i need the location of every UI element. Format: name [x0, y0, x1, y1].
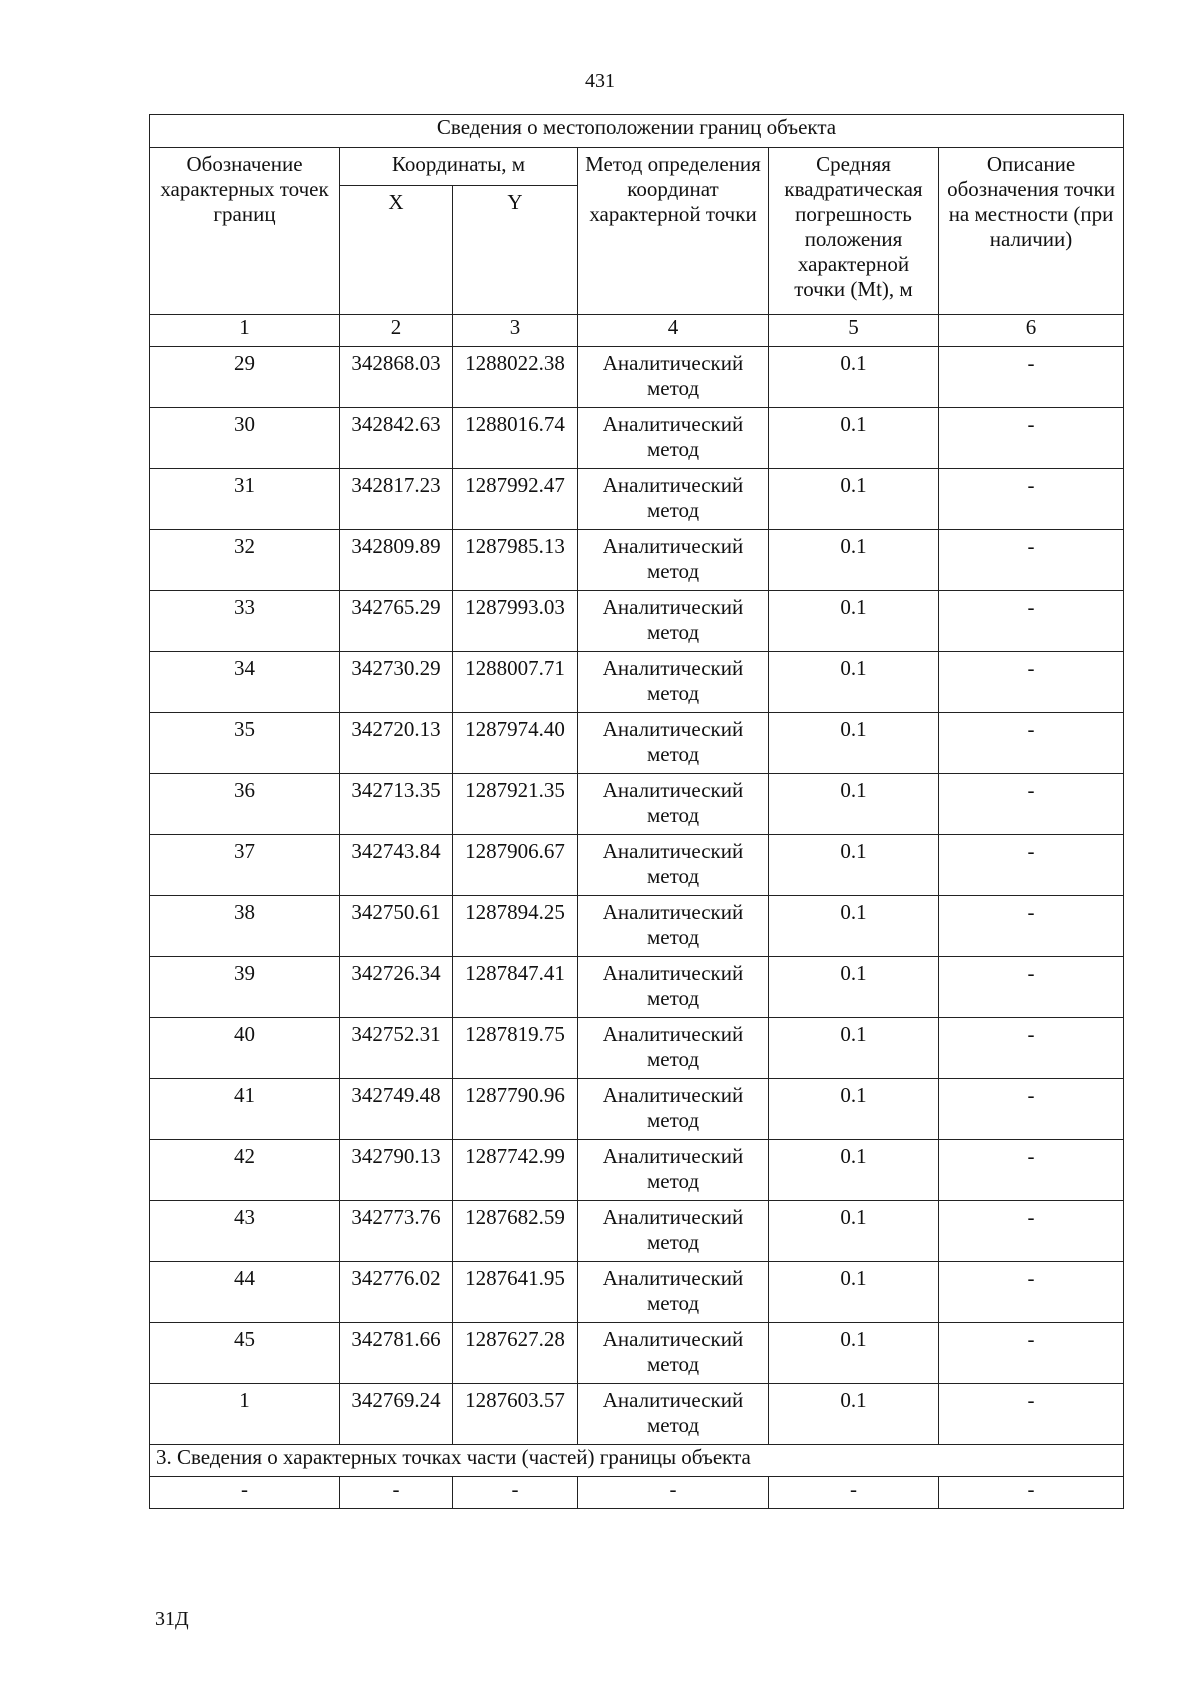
- coordinate-y-cell: 1287992.47: [453, 469, 578, 530]
- header-description: Описание обозначения точки на местности (при наличии): [939, 148, 1124, 315]
- section-3-data-row: [150, 1477, 1124, 1509]
- coordinate-x-cell: 342868.03: [340, 347, 453, 408]
- point-number-cell: 43: [150, 1201, 340, 1262]
- table-row: [150, 713, 1124, 774]
- table-cell: -: [939, 1477, 1124, 1509]
- description-cell: -: [939, 713, 1124, 774]
- table-row: [150, 1262, 1124, 1323]
- table-row: [150, 591, 1124, 652]
- table-title: Сведения о местоположении границ объекта: [150, 115, 1124, 148]
- coordinate-y-cell: 1288007.71: [453, 652, 578, 713]
- header-method: Метод определения координат характерной точки: [578, 148, 769, 315]
- header-y: Y: [453, 186, 578, 315]
- coordinate-y-cell: 1287790.96: [453, 1079, 578, 1140]
- point-number-cell: 36: [150, 774, 340, 835]
- coordinate-y-cell: 1287985.13: [453, 530, 578, 591]
- description-cell: -: [939, 896, 1124, 957]
- method-cell: Аналитический метод: [578, 1323, 769, 1384]
- header-x: X: [340, 186, 453, 315]
- description-cell: -: [939, 1384, 1124, 1445]
- accuracy-cell: 0.1: [769, 896, 939, 957]
- table-row: [150, 835, 1124, 896]
- table-row: [150, 1384, 1124, 1445]
- description-cell: -: [939, 591, 1124, 652]
- coordinate-y-cell: 1287921.35: [453, 774, 578, 835]
- column-number: 3: [453, 315, 578, 347]
- accuracy-cell: 0.1: [769, 1323, 939, 1384]
- method-cell: Аналитический метод: [578, 1140, 769, 1201]
- column-number: 1: [150, 315, 340, 347]
- table-cell: -: [340, 1477, 453, 1509]
- coordinate-x-cell: 342781.66: [340, 1323, 453, 1384]
- column-number-row: [150, 315, 1124, 347]
- accuracy-cell: 0.1: [769, 713, 939, 774]
- coordinate-y-cell: 1287627.28: [453, 1323, 578, 1384]
- boundary-points-table: [149, 114, 1124, 1509]
- method-cell: Аналитический метод: [578, 408, 769, 469]
- method-cell: Аналитический метод: [578, 1201, 769, 1262]
- description-cell: -: [939, 774, 1124, 835]
- section-3-title: 3. Сведения о характерных точках части (частей) границы объекта: [150, 1445, 1124, 1477]
- point-number-cell: 38: [150, 896, 340, 957]
- point-number-cell: 42: [150, 1140, 340, 1201]
- coordinate-x-cell: 342769.24: [340, 1384, 453, 1445]
- coordinate-x-cell: 342752.31: [340, 1018, 453, 1079]
- coordinate-x-cell: 342749.48: [340, 1079, 453, 1140]
- method-cell: Аналитический метод: [578, 713, 769, 774]
- method-cell: Аналитический метод: [578, 957, 769, 1018]
- method-cell: Аналитический метод: [578, 1262, 769, 1323]
- coordinate-x-cell: 342743.84: [340, 835, 453, 896]
- header-accuracy: Средняя квадратическая погрешность положения характерной точки (Mt), м: [769, 148, 939, 315]
- coordinate-x-cell: 342730.29: [340, 652, 453, 713]
- header-row-1: [150, 148, 1124, 186]
- table-row: [150, 469, 1124, 530]
- coordinate-y-cell: 1288016.74: [453, 408, 578, 469]
- description-cell: -: [939, 957, 1124, 1018]
- description-cell: -: [939, 835, 1124, 896]
- accuracy-cell: 0.1: [769, 1262, 939, 1323]
- method-cell: Аналитический метод: [578, 1018, 769, 1079]
- table-row: [150, 1323, 1124, 1384]
- table-row: [150, 1079, 1124, 1140]
- coordinate-y-cell: 1287682.59: [453, 1201, 578, 1262]
- coordinate-x-cell: 342842.63: [340, 408, 453, 469]
- method-cell: Аналитический метод: [578, 774, 769, 835]
- table-cell: -: [150, 1477, 340, 1509]
- point-number-cell: 45: [150, 1323, 340, 1384]
- point-number-cell: 33: [150, 591, 340, 652]
- coordinate-y-cell: 1287974.40: [453, 713, 578, 774]
- table-row: [150, 896, 1124, 957]
- point-number-cell: 35: [150, 713, 340, 774]
- accuracy-cell: 0.1: [769, 1018, 939, 1079]
- description-cell: -: [939, 1140, 1124, 1201]
- coordinate-y-cell: 1287906.67: [453, 835, 578, 896]
- point-number-cell: 40: [150, 1018, 340, 1079]
- table-row: [150, 652, 1124, 713]
- description-cell: -: [939, 1018, 1124, 1079]
- point-number-cell: 1: [150, 1384, 340, 1445]
- table-cell: -: [578, 1477, 769, 1509]
- header-coordinates: Координаты, м: [340, 148, 578, 186]
- coordinate-x-cell: 342713.35: [340, 774, 453, 835]
- coordinate-y-cell: 1288022.38: [453, 347, 578, 408]
- coordinate-x-cell: 342720.13: [340, 713, 453, 774]
- method-cell: Аналитический метод: [578, 835, 769, 896]
- section-3-row: [150, 1445, 1124, 1477]
- accuracy-cell: 0.1: [769, 1079, 939, 1140]
- coordinate-x-cell: 342726.34: [340, 957, 453, 1018]
- accuracy-cell: 0.1: [769, 591, 939, 652]
- page-number: 431: [585, 70, 615, 92]
- accuracy-cell: 0.1: [769, 957, 939, 1018]
- coordinate-x-cell: 342809.89: [340, 530, 453, 591]
- accuracy-cell: 0.1: [769, 1201, 939, 1262]
- description-cell: -: [939, 1323, 1124, 1384]
- table-row: [150, 1140, 1124, 1201]
- point-number-cell: 29: [150, 347, 340, 408]
- table-cell: -: [453, 1477, 578, 1509]
- description-cell: -: [939, 530, 1124, 591]
- column-number: 2: [340, 315, 453, 347]
- description-cell: -: [939, 1079, 1124, 1140]
- header-designation: Обозначение характерных точек границ: [150, 148, 340, 315]
- description-cell: -: [939, 469, 1124, 530]
- point-number-cell: 32: [150, 530, 340, 591]
- point-number-cell: 31: [150, 469, 340, 530]
- method-cell: Аналитический метод: [578, 652, 769, 713]
- column-number: 4: [578, 315, 769, 347]
- method-cell: Аналитический метод: [578, 1079, 769, 1140]
- point-number-cell: 41: [150, 1079, 340, 1140]
- point-number-cell: 44: [150, 1262, 340, 1323]
- method-cell: Аналитический метод: [578, 591, 769, 652]
- description-cell: -: [939, 347, 1124, 408]
- table-title-row: [150, 115, 1124, 148]
- accuracy-cell: 0.1: [769, 835, 939, 896]
- table-row: [150, 1018, 1124, 1079]
- point-number-cell: 39: [150, 957, 340, 1018]
- coordinate-x-cell: 342750.61: [340, 896, 453, 957]
- point-number-cell: 30: [150, 408, 340, 469]
- coordinate-y-cell: 1287847.41: [453, 957, 578, 1018]
- table-cell: -: [769, 1477, 939, 1509]
- accuracy-cell: 0.1: [769, 652, 939, 713]
- table-row: [150, 774, 1124, 835]
- description-cell: -: [939, 1262, 1124, 1323]
- point-number-cell: 37: [150, 835, 340, 896]
- method-cell: Аналитический метод: [578, 896, 769, 957]
- coordinate-y-cell: 1287894.25: [453, 896, 578, 957]
- coordinate-y-cell: 1287993.03: [453, 591, 578, 652]
- coordinate-x-cell: 342817.23: [340, 469, 453, 530]
- coordinate-x-cell: 342773.76: [340, 1201, 453, 1262]
- accuracy-cell: 0.1: [769, 1140, 939, 1201]
- coordinate-x-cell: 342776.02: [340, 1262, 453, 1323]
- table-row: [150, 347, 1124, 408]
- accuracy-cell: 0.1: [769, 1384, 939, 1445]
- point-number-cell: 34: [150, 652, 340, 713]
- description-cell: -: [939, 1201, 1124, 1262]
- coordinate-y-cell: 1287819.75: [453, 1018, 578, 1079]
- column-number: 5: [769, 315, 939, 347]
- table-row: [150, 530, 1124, 591]
- accuracy-cell: 0.1: [769, 347, 939, 408]
- accuracy-cell: 0.1: [769, 469, 939, 530]
- coordinate-y-cell: 1287742.99: [453, 1140, 578, 1201]
- description-cell: -: [939, 652, 1124, 713]
- method-cell: Аналитический метод: [578, 1384, 769, 1445]
- method-cell: Аналитический метод: [578, 530, 769, 591]
- method-cell: Аналитический метод: [578, 347, 769, 408]
- coordinate-y-cell: 1287603.57: [453, 1384, 578, 1445]
- coordinate-x-cell: 342790.13: [340, 1140, 453, 1201]
- table-row: [150, 957, 1124, 1018]
- table-row: [150, 1201, 1124, 1262]
- accuracy-cell: 0.1: [769, 408, 939, 469]
- footer-code: 31Д: [155, 1608, 189, 1630]
- accuracy-cell: 0.1: [769, 774, 939, 835]
- coordinate-y-cell: 1287641.95: [453, 1262, 578, 1323]
- column-number: 6: [939, 315, 1124, 347]
- accuracy-cell: 0.1: [769, 530, 939, 591]
- description-cell: -: [939, 408, 1124, 469]
- coordinate-x-cell: 342765.29: [340, 591, 453, 652]
- table-row: [150, 408, 1124, 469]
- method-cell: Аналитический метод: [578, 469, 769, 530]
